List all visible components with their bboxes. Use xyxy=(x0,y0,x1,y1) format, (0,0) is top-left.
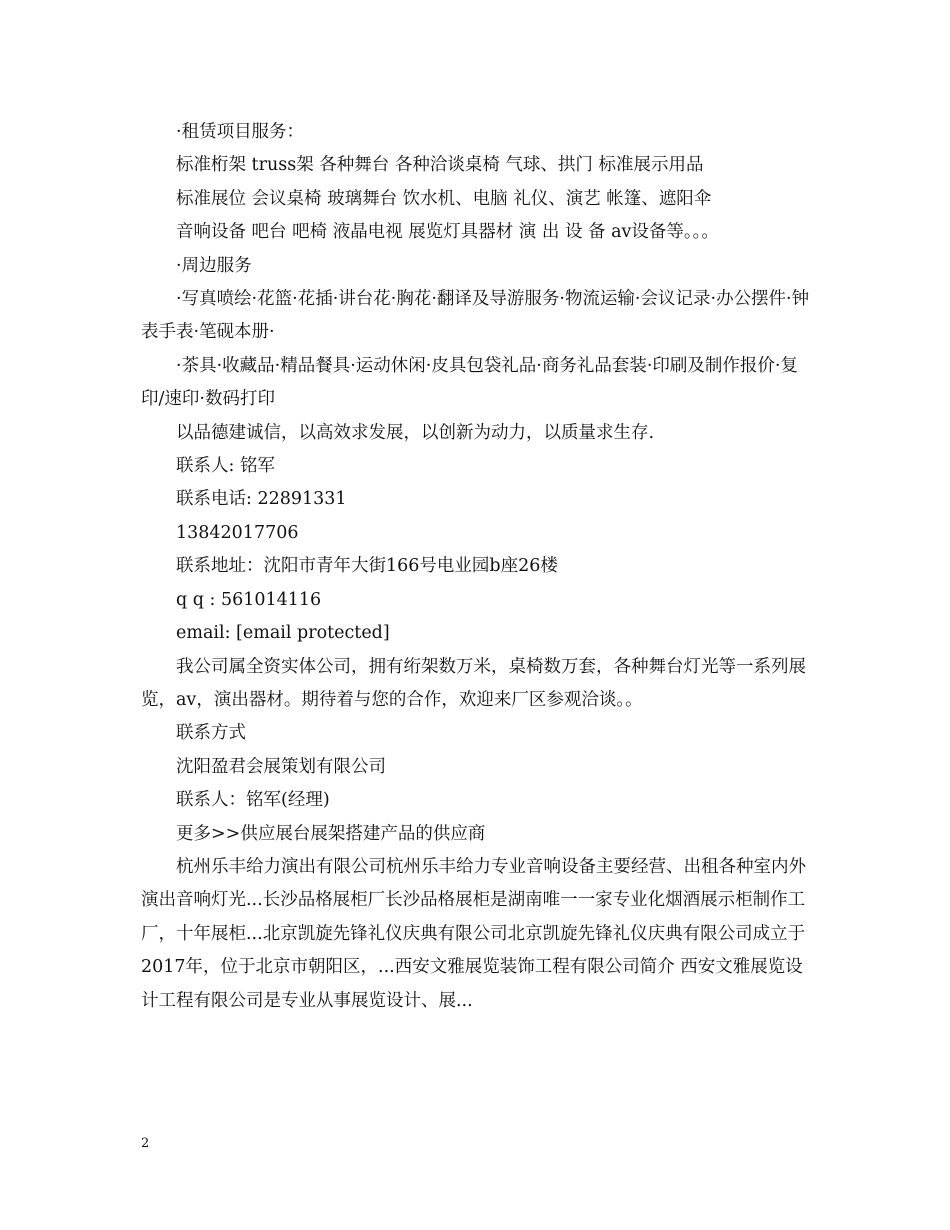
contact-manager: 联系人：铭军(经理) xyxy=(176,790,330,811)
more-suppliers-line: 更多>>供应展台展架搭建产品的供应商 xyxy=(176,823,486,844)
company-description: 我公司属全资实体公司，拥有绗架数万米，桌椅数万套，各种舞台灯光等一系列展览，av，演出器材。期待着与您的合作，欢迎来厂区参观洽谈。。 xyxy=(141,656,806,710)
rental-items-line-3: 音响设备 吧台 吧椅 液晶电视 展览灯具器材 演 出 设 备 av设备等。。。 xyxy=(176,222,719,243)
peripheral-services-heading: ·周边服务 xyxy=(176,255,252,276)
contact-mobile: 13842017706 xyxy=(176,522,299,543)
peripheral-services-list-2: ·茶具·收藏品·精品餐具·运动休闲·皮具包袋礼品·商务礼品套装·印刷及制作报价·复印/速印·数码打印 xyxy=(141,355,798,410)
rental-services-heading: ·租赁项目服务： xyxy=(176,122,305,142)
contact-address: 联系地址：沈阳市青年大街166号电业园b座26楼 xyxy=(176,556,558,577)
page-number: 2 xyxy=(141,1136,150,1151)
company-motto: 以品德建诚信，以高效求发展，以创新为动力，以质量求生存. xyxy=(176,422,655,443)
contact-method-heading: 联系方式 xyxy=(176,723,246,744)
contact-person: 联系人: 铭军 xyxy=(176,456,275,477)
peripheral-services-list-1: ·写真喷绘·花篮·花插·讲台花·胸花·翻译及导游服务·物流运输·会议记录·办公摆件·钟表手表·笔砚本册· xyxy=(141,289,810,343)
contact-email: email: [email protected] xyxy=(176,623,390,644)
supplier-summaries: 杭州乐丰给力演出有限公司杭州乐丰给力专业音响设备主要经营、出租各种室内外演出音响灯光...长沙品格展柜厂长沙品格展柜是湖南唯一一家专业化烟酒展示柜制作工厂，十年展柜...北京凯旋先锋礼仪庆典有限公司北京凯旋先锋礼仪庆典有限公司成立于2017年，位于北京市朝阳区，...西安文雅展览装饰工程有限公司简介 西安文雅展览设计工程有限公司是专业从事展览设计、展... xyxy=(141,856,806,1011)
contact-phone: 联系电话: 22891331 xyxy=(176,489,347,510)
contact-qq: q q : 561014116 xyxy=(176,589,322,610)
company-name: 沈阳盈君会展策划有限公司 xyxy=(176,756,386,777)
rental-items-line-1: 标准桁架 truss架 各种舞台 各种洽谈桌椅 气球、拱门 标准展示用品 xyxy=(176,155,704,176)
rental-items-line-2: 标准展位 会议桌椅 玻璃舞台 饮水机、电脑 礼仪、演艺 帐篷、遮阳伞 xyxy=(176,188,712,209)
document-body xyxy=(141,116,813,1018)
